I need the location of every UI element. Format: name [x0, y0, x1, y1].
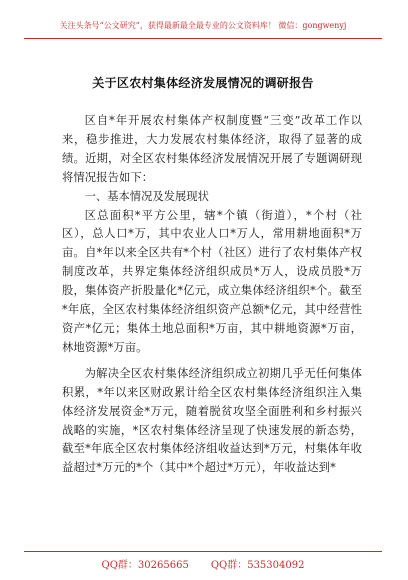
page-footer [24, 556, 382, 571]
document-title: 关于区农村集体经济发展情况的调研报告 [92, 76, 314, 90]
header-divider [24, 38, 382, 39]
body-paragraph-1: 区总面积*平方公里，辖*个镇（街道），*个村（社区），总人口*万，其中农业人口*万人，常用耕地面积*万亩。自*年以来全区共有*个村（社区）进行了农村集体产权制度改革，共界定集体经济组织成员*万人，设成员股*万股，集体资产折股量化*亿元，成立集体经济组织*个。截至*年底，全区农村集体经济组织资产总额*亿元，其中经营性资产*亿元；集体土地总面积*万亩，其中耕地资源*万亩，林地资源*万亩。 [62, 208, 362, 354]
footer-qq-group-2: QQ群：535304092 [210, 560, 305, 571]
section-heading: 一、基本情况及发展现状 [84, 189, 209, 203]
footer-divider [24, 551, 382, 552]
body-paragraph-2: 为解决全区农村集体经济组织成立初期几乎无任何集体积累，*年以来区财政累计给全区农村集体经济组织注入集体经济发展资金*万元，随着脱贫攻坚全面胜利和乡村振兴战略的实施，*区农村集体经济呈现了快速发展的新态势，截至*年底全区农村集体经济组收益达到*万元，村集体年收益超过*万元的*个（其中*个超过*万元），年收益达到* [62, 366, 362, 475]
page-header-banner: 关注头条号“公文研究”，获得最新最全最专业的公文资料库！ 微信：gongwenyj [59, 21, 347, 30]
footer-qq-group-1: QQ群：30265665 [101, 560, 189, 571]
document-body [62, 112, 362, 478]
intro-paragraph: 区自*年开展农村集体产权制度暨“三变”改革工作以来，稳步推进，大力发展农村集体经济，取得了显著的成绩。近期，对全区农村集体经济发展情况开展了专题调研现将情况报告如下： [62, 114, 362, 184]
